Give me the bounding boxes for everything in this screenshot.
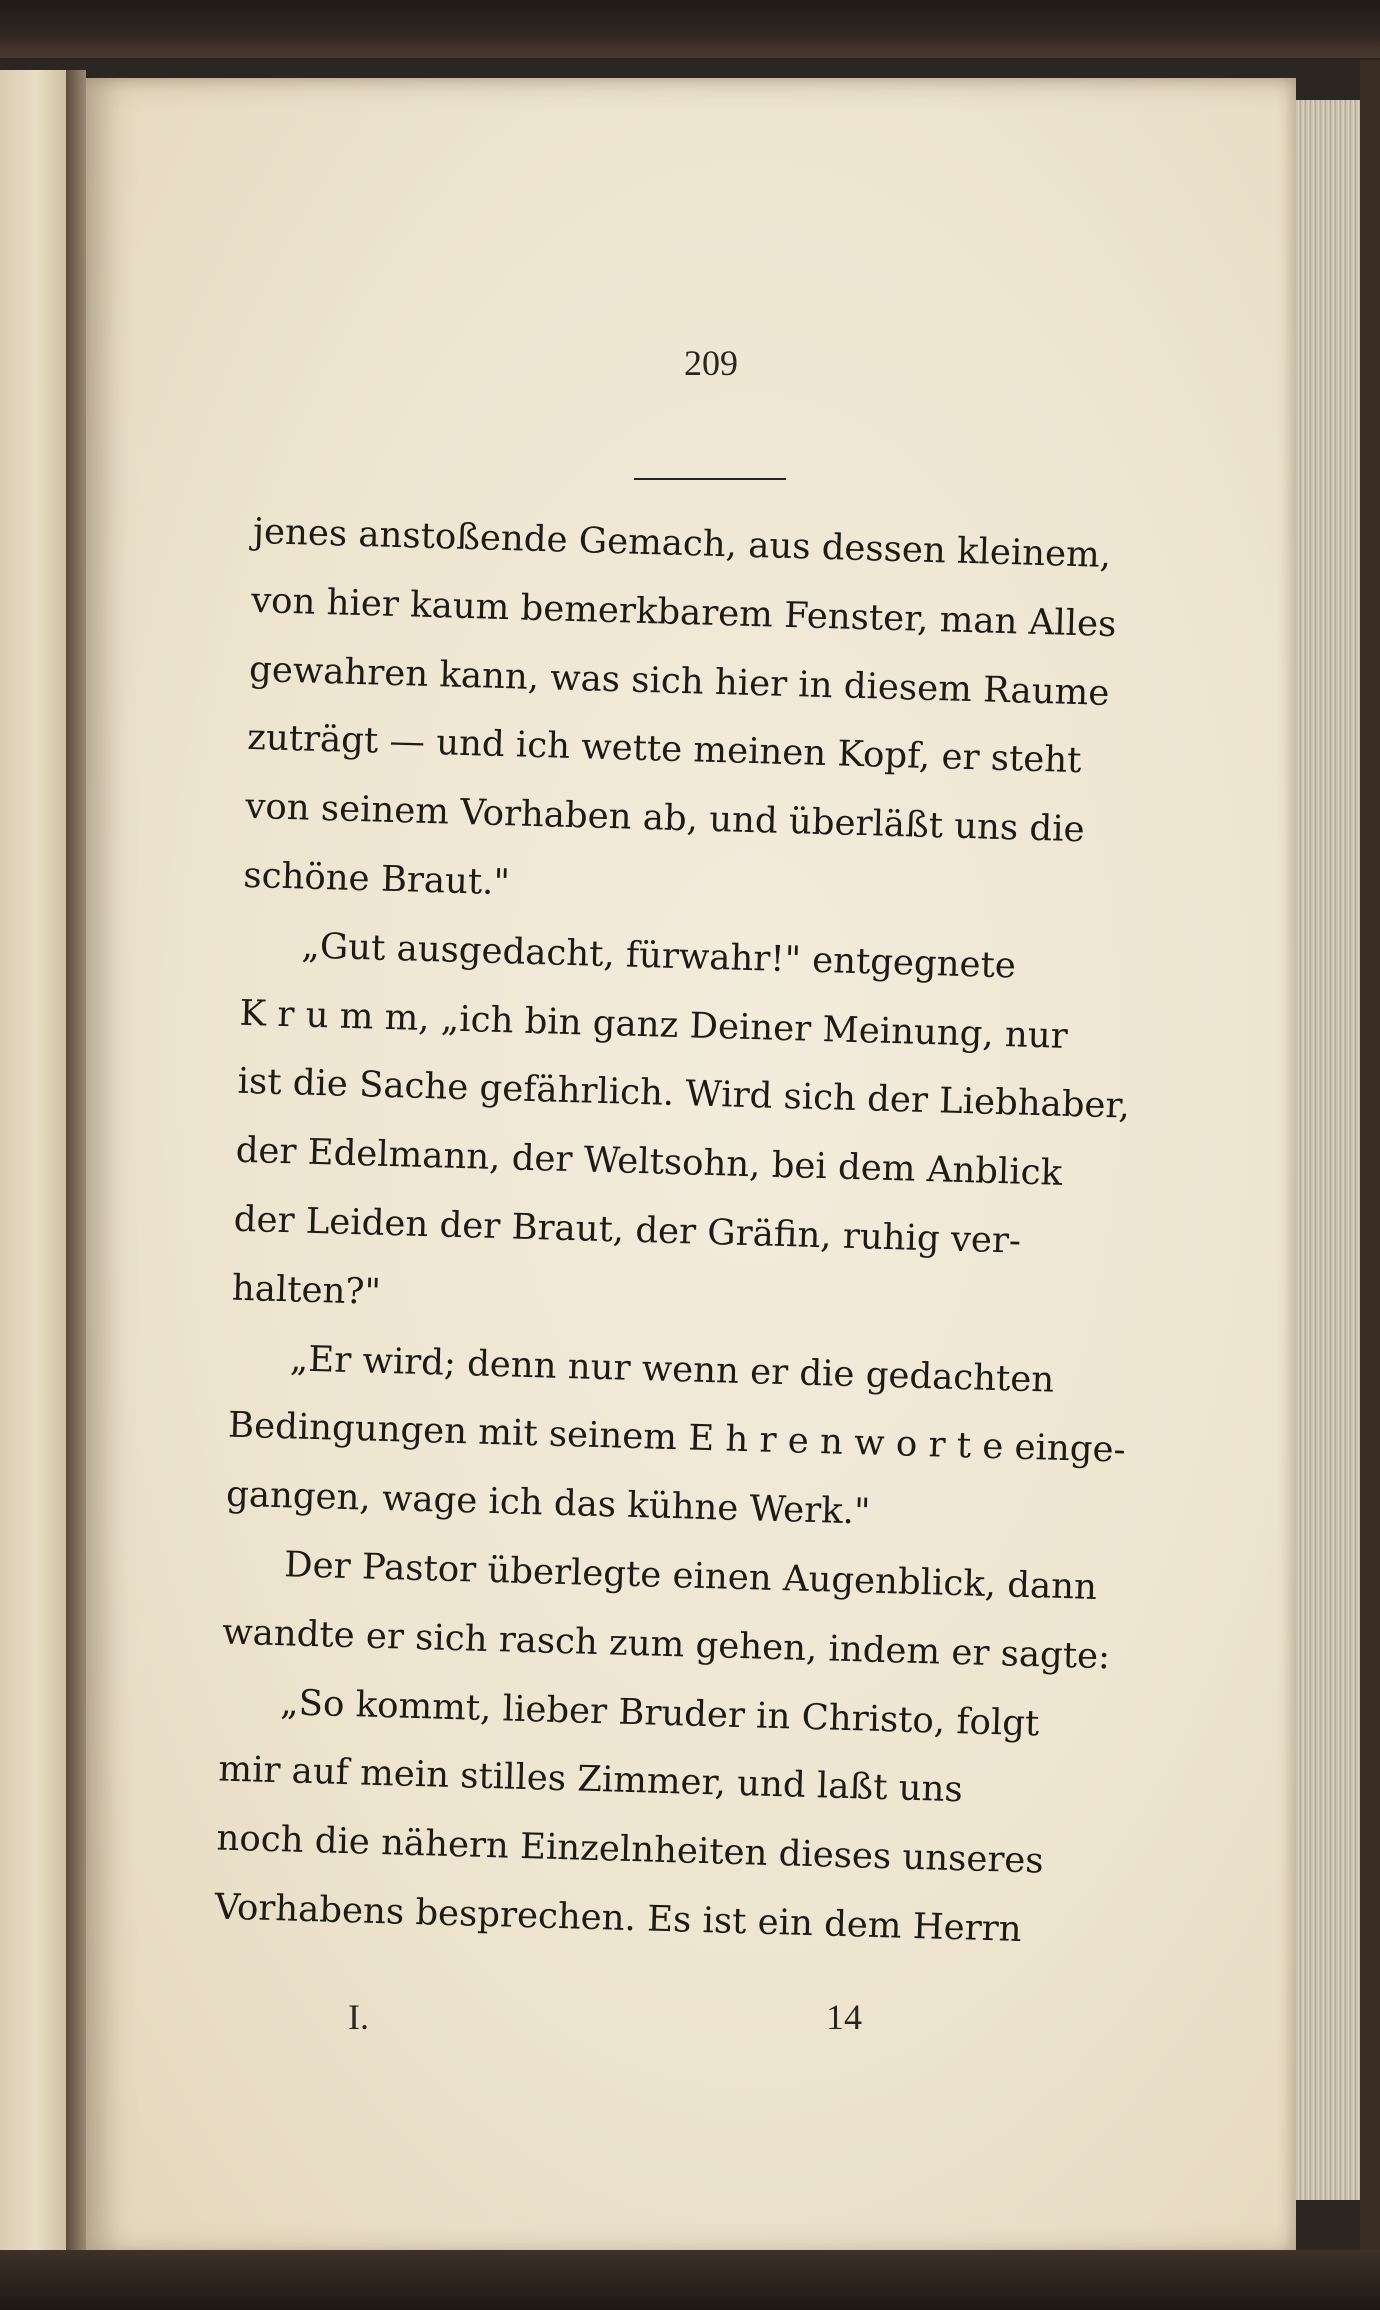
text-line: Vorhabens besprechen. Es ist ein dem Herrn xyxy=(214,1886,1023,1950)
text-line: „So kommt, lieber Bruder in Christo, folgt xyxy=(279,1681,1040,1744)
page-stack-edge xyxy=(1290,100,1362,2200)
page-number: 209 xyxy=(684,343,738,383)
header-rule xyxy=(634,478,786,480)
text-line: K r u m m, „ich bin ganz Deiner Meinung, nur xyxy=(239,992,1069,1057)
text-line: von seinem Vorhaben ab, und überläßt uns die xyxy=(244,786,1086,851)
book-gutter xyxy=(66,70,86,2300)
text-line: Der Pastor überlegte einen Augenblick, dann xyxy=(283,1544,1098,1608)
text-line: halten?" xyxy=(231,1267,382,1313)
text-line: wandte er sich rasch zum gehen, indem er sagte: xyxy=(221,1611,1111,1678)
text-line: zuträgt — und ich wette meinen Kopf, er steht xyxy=(246,717,1082,782)
text-line: jenes anstoßende Gemach, aus dessen kleinem, xyxy=(252,510,1112,576)
text-line: mir auf mein stilles Zimmer, und laßt uns xyxy=(217,1748,964,1811)
page-body-text xyxy=(214,498,1131,1966)
text-line: gangen, wage ich das kühne Werk." xyxy=(225,1473,871,1533)
text-line: Bedingungen mit seinem E h r e n w o r t e einge- xyxy=(227,1405,1127,1472)
book-cover-top xyxy=(0,0,1380,58)
text-line: der Leiden der Braut, der Gräfin, ruhig ver- xyxy=(233,1198,1022,1262)
text-line: noch die nähern Einzelnheiten dieses unseres xyxy=(215,1817,1045,1882)
text-line: gewahren kann, was sich hier in diesem Raume xyxy=(248,648,1110,714)
text-line: schöne Braut." xyxy=(242,854,511,904)
text-line: „Gut ausgedacht, fürwahr!" entgegnete xyxy=(300,925,1017,987)
facing-page-edge xyxy=(0,70,68,2300)
text-line: von hier kaum bemerkbarem Fenster, man Alles xyxy=(250,579,1117,645)
signature-number: 14 xyxy=(826,1997,862,2037)
book-page xyxy=(86,78,1296,2256)
text-line: „Er wird; denn nur wenn er die gedachten xyxy=(289,1337,1055,1401)
signature-volume: I. xyxy=(348,1997,369,2037)
book-cover-right xyxy=(1360,60,1380,2260)
text-line: der Edelmann, der Weltsohn, bei dem Anblick xyxy=(235,1129,1063,1194)
book-cover-bottom xyxy=(0,2250,1380,2310)
text-line: ist die Sache gefährlich. Wird sich der Liebhaber, xyxy=(237,1061,1131,1128)
